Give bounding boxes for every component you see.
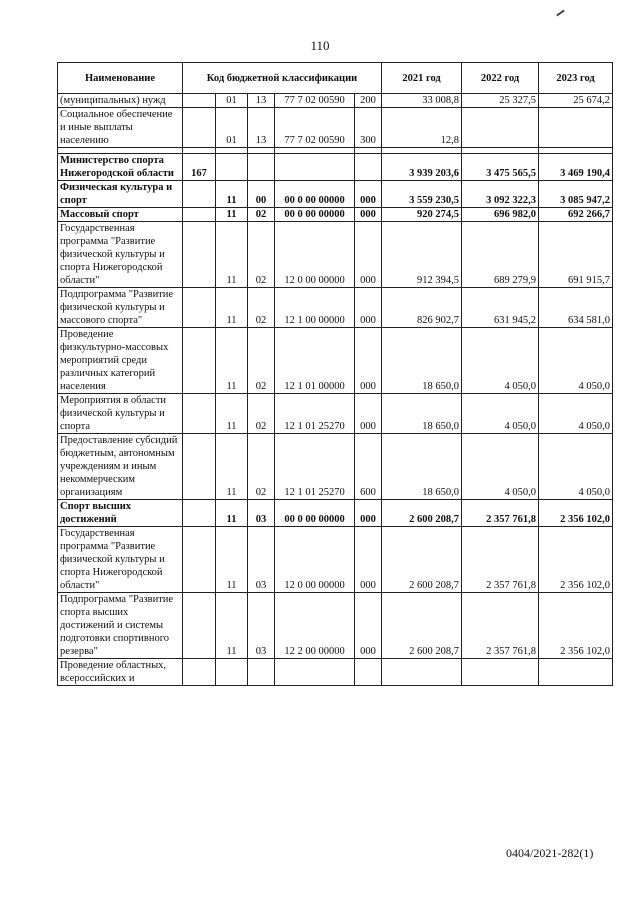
row-2023: 691 915,7 xyxy=(539,222,613,288)
table-header xyxy=(58,63,613,94)
row-name: Массовый спорт xyxy=(58,208,183,222)
row-pr: 03 xyxy=(248,593,275,659)
row-grbs xyxy=(183,328,216,394)
row-csr: 77 7 02 00590 xyxy=(275,94,355,108)
table-row xyxy=(58,108,613,148)
table-row xyxy=(58,527,613,593)
row-rz: 01 xyxy=(216,94,248,108)
row-pr xyxy=(248,154,275,181)
table-row xyxy=(58,154,613,181)
row-rz xyxy=(216,659,248,686)
row-grbs xyxy=(183,394,216,434)
table-row xyxy=(58,328,613,394)
table-row xyxy=(58,288,613,328)
row-grbs xyxy=(183,659,216,686)
row-2021: 2 600 208,7 xyxy=(382,500,462,527)
row-name: Подпрограмма "Развитие физической культуры и массового спорта" xyxy=(58,288,183,328)
row-2022: 3 475 565,5 xyxy=(462,154,539,181)
row-2023 xyxy=(539,108,613,148)
row-name: (муниципальных) нужд xyxy=(58,94,183,108)
row-2021: 920 274,5 xyxy=(382,208,462,222)
row-pr: 02 xyxy=(248,222,275,288)
row-2021 xyxy=(382,659,462,686)
row-csr: 12 2 00 00000 xyxy=(275,593,355,659)
budget-table xyxy=(57,62,613,686)
row-2022: 4 050,0 xyxy=(462,434,539,500)
row-2022 xyxy=(462,108,539,148)
row-rz: 11 xyxy=(216,593,248,659)
row-2023: 634 581,0 xyxy=(539,288,613,328)
row-name: Предоставление субсидий бюджетным, автономным учреждениям и иным некоммерческим организациям xyxy=(58,434,183,500)
table-row xyxy=(58,659,613,686)
table-row xyxy=(58,500,613,527)
table-row xyxy=(58,394,613,434)
scan-mark xyxy=(556,10,565,17)
row-name: Мероприятия в области физической культуры и спорта xyxy=(58,394,183,434)
row-csr: 12 1 01 25270 xyxy=(275,434,355,500)
row-grbs xyxy=(183,208,216,222)
row-name: Государственная программа "Развитие физической культуры и спорта Нижегородской области" xyxy=(58,222,183,288)
row-csr: 12 1 01 00000 xyxy=(275,328,355,394)
table-row xyxy=(58,181,613,208)
row-pr: 13 xyxy=(248,108,275,148)
header-2023: 2023 год xyxy=(539,63,613,94)
row-2022: 4 050,0 xyxy=(462,328,539,394)
row-2021: 2 600 208,7 xyxy=(382,593,462,659)
row-rz: 11 xyxy=(216,328,248,394)
row-csr xyxy=(275,659,355,686)
row-2023 xyxy=(539,659,613,686)
row-2021: 18 650,0 xyxy=(382,394,462,434)
row-2023: 4 050,0 xyxy=(539,328,613,394)
row-rz: 11 xyxy=(216,500,248,527)
row-pr: 02 xyxy=(248,394,275,434)
row-csr: 77 7 02 00590 xyxy=(275,108,355,148)
row-2022: 2 357 761,8 xyxy=(462,593,539,659)
header-2021: 2021 год xyxy=(382,63,462,94)
row-grbs xyxy=(183,434,216,500)
row-2021: 18 650,0 xyxy=(382,434,462,500)
row-csr: 12 0 00 00000 xyxy=(275,222,355,288)
row-vr: 000 xyxy=(355,527,382,593)
table-row xyxy=(58,94,613,108)
row-csr: 00 0 00 00000 xyxy=(275,208,355,222)
row-grbs xyxy=(183,288,216,328)
row-2023: 4 050,0 xyxy=(539,434,613,500)
row-vr: 000 xyxy=(355,222,382,288)
row-pr: 03 xyxy=(248,500,275,527)
page-number: 110 xyxy=(310,38,330,53)
row-vr: 000 xyxy=(355,394,382,434)
row-2023: 692 266,7 xyxy=(539,208,613,222)
row-2023: 3 469 190,4 xyxy=(539,154,613,181)
document-code: 0404/2021-282(1) xyxy=(506,846,594,860)
row-rz: 11 xyxy=(216,434,248,500)
row-2021: 12,8 xyxy=(382,108,462,148)
row-csr: 12 1 01 25270 xyxy=(275,394,355,434)
row-pr xyxy=(248,659,275,686)
row-pr: 13 xyxy=(248,94,275,108)
row-pr: 02 xyxy=(248,208,275,222)
row-2022: 689 279,9 xyxy=(462,222,539,288)
row-name: Проведение физкультурно-массовых мероприятий среди различных категорий населения xyxy=(58,328,183,394)
row-grbs xyxy=(183,181,216,208)
row-2021: 18 650,0 xyxy=(382,328,462,394)
row-vr: 000 xyxy=(355,208,382,222)
row-pr: 00 xyxy=(248,181,275,208)
row-2022: 2 357 761,8 xyxy=(462,527,539,593)
table-row xyxy=(58,593,613,659)
row-csr: 00 0 00 00000 xyxy=(275,181,355,208)
row-rz: 01 xyxy=(216,108,248,148)
row-2022: 631 945,2 xyxy=(462,288,539,328)
row-vr: 000 xyxy=(355,593,382,659)
row-2021: 2 600 208,7 xyxy=(382,527,462,593)
table-row xyxy=(58,222,613,288)
row-vr xyxy=(355,659,382,686)
row-vr: 000 xyxy=(355,181,382,208)
row-pr: 02 xyxy=(248,288,275,328)
row-2023: 2 356 102,0 xyxy=(539,593,613,659)
row-2022: 25 327,5 xyxy=(462,94,539,108)
row-vr: 300 xyxy=(355,108,382,148)
row-2022: 696 982,0 xyxy=(462,208,539,222)
row-csr xyxy=(275,154,355,181)
row-grbs xyxy=(183,527,216,593)
table-row xyxy=(58,208,613,222)
row-grbs xyxy=(183,94,216,108)
row-pr: 02 xyxy=(248,328,275,394)
row-2021: 3 939 203,6 xyxy=(382,154,462,181)
row-2021: 33 008,8 xyxy=(382,94,462,108)
row-vr: 200 xyxy=(355,94,382,108)
header-2022: 2022 год xyxy=(462,63,539,94)
header-name: Наименование xyxy=(58,63,183,94)
row-name: Проведение областных, всероссийских и xyxy=(58,659,183,686)
header-code: Код бюджетной классификации xyxy=(183,63,382,94)
row-pr: 02 xyxy=(248,434,275,500)
row-rz: 11 xyxy=(216,208,248,222)
row-rz: 11 xyxy=(216,394,248,434)
row-grbs: 167 xyxy=(183,154,216,181)
row-rz: 11 xyxy=(216,222,248,288)
row-csr: 00 0 00 00000 xyxy=(275,500,355,527)
row-2022: 3 092 322,3 xyxy=(462,181,539,208)
row-vr: 600 xyxy=(355,434,382,500)
row-rz: 11 xyxy=(216,527,248,593)
row-2022: 2 357 761,8 xyxy=(462,500,539,527)
row-2023: 3 085 947,2 xyxy=(539,181,613,208)
row-grbs xyxy=(183,222,216,288)
row-2022: 4 050,0 xyxy=(462,394,539,434)
row-name: Государственная программа "Развитие физической культуры и спорта Нижегородской области" xyxy=(58,527,183,593)
row-2022 xyxy=(462,659,539,686)
row-grbs xyxy=(183,500,216,527)
row-name: Министерство спорта Нижегородской области xyxy=(58,154,183,181)
row-2023: 2 356 102,0 xyxy=(539,500,613,527)
row-name: Физическая культура и спорт xyxy=(58,181,183,208)
row-grbs xyxy=(183,593,216,659)
row-csr: 12 0 00 00000 xyxy=(275,527,355,593)
table-row xyxy=(58,434,613,500)
row-rz: 11 xyxy=(216,288,248,328)
row-name: Социальное обеспечение и иные выплаты населению xyxy=(58,108,183,148)
row-2023: 2 356 102,0 xyxy=(539,527,613,593)
row-name: Спорт высших достижений xyxy=(58,500,183,527)
row-name: Подпрограмма "Развитие спорта высших достижений и системы подготовки спортивного резерва" xyxy=(58,593,183,659)
row-vr: 000 xyxy=(355,288,382,328)
row-rz: 11 xyxy=(216,181,248,208)
row-2021: 912 394,5 xyxy=(382,222,462,288)
row-vr: 000 xyxy=(355,500,382,527)
row-rz xyxy=(216,154,248,181)
row-vr: 000 xyxy=(355,328,382,394)
row-2021: 826 902,7 xyxy=(382,288,462,328)
row-csr: 12 1 00 00000 xyxy=(275,288,355,328)
row-pr: 03 xyxy=(248,527,275,593)
row-grbs xyxy=(183,108,216,148)
row-2023: 4 050,0 xyxy=(539,394,613,434)
row-2023: 25 674,2 xyxy=(539,94,613,108)
row-2021: 3 559 230,5 xyxy=(382,181,462,208)
row-vr xyxy=(355,154,382,181)
